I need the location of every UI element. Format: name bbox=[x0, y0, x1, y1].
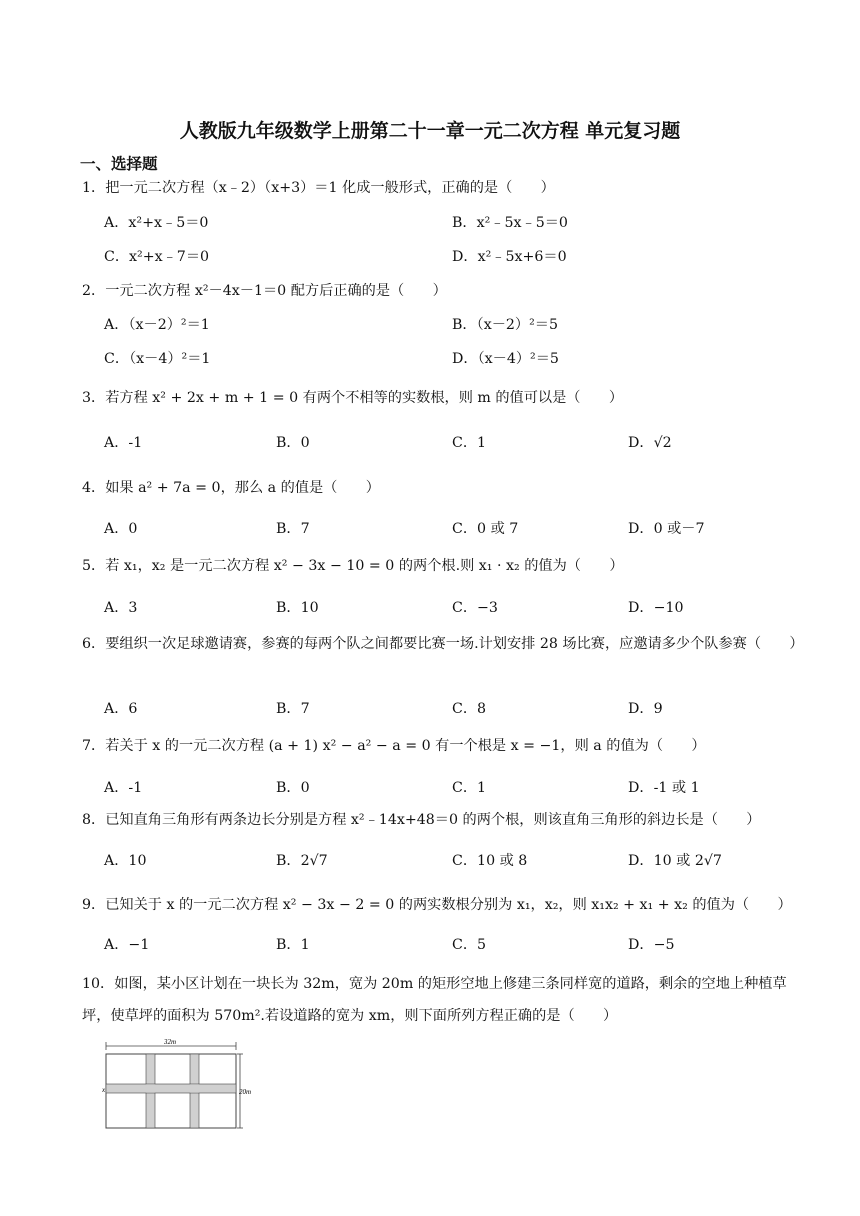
q5-option-b: B．10 bbox=[276, 600, 319, 616]
q7-option-c: C．1 bbox=[452, 780, 487, 796]
q3-option-c: C．1 bbox=[452, 435, 487, 451]
q9-option-c: C．5 bbox=[452, 937, 487, 953]
q6-option-c: C．8 bbox=[452, 701, 487, 717]
question-7-stem: 7．若关于 x 的一元二次方程 (a + 1) x² − a² − a = 0 有一个根是 x = −1，则 a 的值为（ ） bbox=[82, 738, 706, 754]
section-heading: 一、选择题 bbox=[80, 155, 158, 173]
q3-option-d: D．√2 bbox=[628, 435, 672, 451]
q1-option-c: C．x²+x﹣7＝0 bbox=[104, 249, 210, 265]
q4-option-a: A．0 bbox=[104, 521, 138, 537]
q8-option-b: B．2√7 bbox=[276, 853, 328, 869]
figure-right-label: 20m bbox=[238, 1088, 251, 1096]
q6-option-b: B．7 bbox=[276, 701, 310, 717]
q4-option-b: B．7 bbox=[276, 521, 310, 537]
q7-option-b: B．0 bbox=[276, 780, 310, 796]
q6-option-a: A．6 bbox=[104, 701, 138, 717]
q7-option-a: A．-1 bbox=[104, 780, 143, 796]
q5-option-a: A．3 bbox=[104, 600, 138, 616]
question-2-stem: 2．一元二次方程 x²－4x－1＝0 配方后正确的是（ ） bbox=[82, 283, 447, 299]
q8-option-a: A．10 bbox=[104, 853, 147, 869]
figure-left-label: x bbox=[102, 1086, 106, 1094]
q5-option-c: C．−3 bbox=[452, 600, 498, 616]
q2-option-d: D．（x－4）²＝5 bbox=[452, 351, 559, 367]
q9-option-b: B．1 bbox=[276, 937, 310, 953]
q2-option-c: C．（x－4）²＝1 bbox=[104, 351, 211, 367]
q8-option-c: C．10 或 8 bbox=[452, 853, 528, 869]
question-5-stem: 5．若 x₁，x₂ 是一元二次方程 x² − 3x − 10 = 0 的两个根.则 x₁ · x₂ 的值为（ ） bbox=[82, 558, 624, 574]
q4-option-d: D．0 或－7 bbox=[628, 521, 705, 537]
road-diagram-figure bbox=[102, 1038, 252, 1134]
q2-option-b: B．（x－2）²＝5 bbox=[452, 317, 559, 333]
q3-option-a: A．-1 bbox=[104, 435, 143, 451]
q3-option-b: B．0 bbox=[276, 435, 310, 451]
q6-option-d: D．9 bbox=[628, 701, 663, 717]
q4-option-c: C．0 或 7 bbox=[452, 521, 519, 537]
q9-option-d: D．−5 bbox=[628, 937, 675, 953]
question-9-stem: 9．已知关于 x 的一元二次方程 x² − 3x − 2 = 0 的两实数根分别为 x₁，x₂，则 x₁x₂ + x₁ + x₂ 的值为（ ） bbox=[82, 897, 792, 913]
q7-option-d: D．-1 或 1 bbox=[628, 780, 700, 796]
q1-option-b: B．x²﹣5x﹣5＝0 bbox=[452, 215, 568, 231]
q1-option-a: A．x²+x﹣5＝0 bbox=[104, 215, 209, 231]
horizontal-road bbox=[106, 1084, 236, 1093]
question-1-stem: 1．把一元二次方程（x﹣2）（x+3）＝1 化成一般形式，正确的是（ ） bbox=[82, 180, 555, 196]
figure-top-label: 32m bbox=[163, 1038, 177, 1046]
q2-option-a: A．（x－2）²＝1 bbox=[104, 317, 210, 333]
q1-option-d: D．x²﹣5x+6＝0 bbox=[452, 249, 567, 265]
q8-option-d: D．10 或 2√7 bbox=[628, 853, 722, 869]
question-4-stem: 4．如果 a² + 7a = 0，那么 a 的值是（ ） bbox=[82, 480, 380, 496]
question-8-stem: 8．已知直角三角形有两条边长分别是方程 x²﹣14x+48＝0 的两个根，则该直角三角形的斜边长是（ ） bbox=[82, 812, 761, 828]
question-10-stem: 10．如图，某小区计划在一块长为 32m，宽为 20m 的矩形空地上修建三条同样宽的道路，剩余的空地上种植草坪，使草坪的面积为 570m².若设道路的宽为 xm，则下面所列方程正确的是（ ） bbox=[82, 976, 787, 1024]
q5-option-d: D．−10 bbox=[628, 600, 684, 616]
question-3-stem: 3．若方程 x² + 2x + m + 1 = 0 有两个不相等的实数根，则 m 的值可以是（ ） bbox=[82, 390, 624, 406]
question-6-stem: 6．要组织一次足球邀请赛，参赛的每两个队之间都要比赛一场.计划安排 28 场比赛，应邀请多少个队参赛（ ） bbox=[82, 636, 804, 652]
q9-option-a: A．−1 bbox=[104, 937, 150, 953]
document-title: 人教版九年级数学上册第二十一章一元二次方程 单元复习题 bbox=[179, 120, 681, 142]
